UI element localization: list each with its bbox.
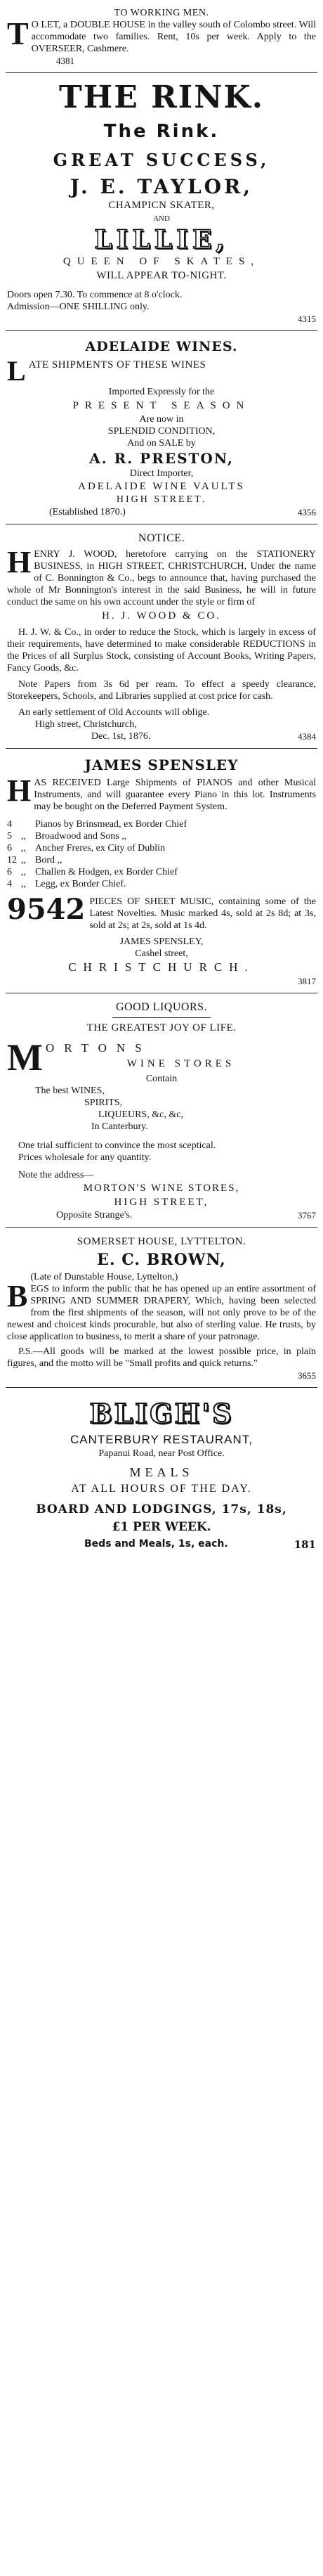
ad-paragraph: P.S.—All goods will be marked at the lowest possible price, in plain figures, and the motto will be "Small profits and quick returns." — [7, 1346, 316, 1369]
imported-line: Imported Expressly for the — [108, 387, 215, 397]
drop-cap: L — [7, 355, 26, 387]
sheet-music-count: 9542 — [7, 893, 86, 926]
present-season: PRESENT SEASON — [72, 400, 251, 411]
ditto: ,, — [21, 843, 26, 854]
address-line: Opposite Strange's. — [56, 1210, 133, 1221]
established-row — [7, 506, 316, 518]
ad-mortons-wine-stores — [6, 996, 317, 1224]
all-hours: AT ALL HOURS OF THE DAY. — [71, 1483, 252, 1495]
divider — [6, 1227, 317, 1228]
quantity: 5 — [7, 831, 12, 842]
ad-text: PIECES OF SHEET MUSIC, containing some of the Latest Novelties. Music marked 4s, sold at 2s 8d; at 3s, sold at 2s; at 2s, sold at 1s 4d. — [89, 896, 316, 931]
list-item — [7, 878, 316, 890]
list-item — [7, 866, 316, 878]
ad-number: 4356 — [298, 507, 316, 517]
ad-text: AS RECEIVED Large Shipments of PIANOS and other Musical Instruments, and will guarantee every Piano in this lot. Instruments may be bought on the Deferred Payment System. — [34, 778, 316, 812]
ditto: ,, — [21, 855, 26, 865]
description: Bord ,, — [35, 855, 62, 865]
ad-subtitle: The Rink. — [103, 121, 220, 142]
drop-cap: H — [7, 545, 32, 579]
merchant-name: A. R. PRESTON, — [89, 450, 234, 467]
description: Legg, ex Border Chief. — [35, 879, 126, 889]
ad-heading: TO WORKING MEN. — [114, 8, 209, 18]
list-item — [7, 854, 316, 866]
quantity: 4 — [7, 819, 12, 830]
beds-and-meals: Beds and Meals, 1s, each. — [84, 1538, 228, 1550]
ad-lead-text: ATE SHIPMENTS OF THESE WINES — [28, 359, 206, 371]
ad-lead — [7, 355, 316, 387]
ditto — [21, 818, 35, 830]
list-item — [7, 842, 316, 854]
ad-paragraph — [7, 1271, 316, 1343]
description: Pianos by Brinsmead, ex Border Chief — [35, 819, 187, 830]
ad-number: 3817 — [298, 976, 316, 986]
quantity: 12 — [7, 855, 17, 865]
on-sale-by: And on SALE by — [127, 438, 196, 449]
queen-of-skates: QUEEN OF SKATES, — [62, 256, 261, 267]
firm-name: H. J. WOOD & CO. — [102, 610, 221, 622]
established: (Established 1870.) — [49, 507, 126, 517]
address-line: HIGH STREET, — [114, 1197, 209, 1208]
opposite-row — [7, 1209, 316, 1221]
ad-paragraph — [7, 545, 316, 608]
ad-number: 4315 — [298, 314, 316, 324]
ad-number: 3655 — [298, 1370, 316, 1381]
ad-the-rink — [6, 76, 317, 328]
prices-text: Prices wholesale for any quantity. — [18, 1152, 152, 1163]
drop-cap: T — [7, 15, 29, 51]
date: Dec. 1st, 1876. — [91, 731, 151, 742]
ad-text: EGS to inform the public that he has opened up an entire assortment of SPRING AND SUMMER DRAPERY, Which, having been selected from the first shipments of the season, will not only prove to be of the newest and choicest kinds procurable, but also of sterling value. He trusts, by close application to business, to merit a share of your patronage. — [7, 1284, 316, 1342]
ad-subtitle: THE GREATEST JOY OF LIFE. — [86, 1022, 237, 1033]
wine-vaults: ADELAIDE WINE VAULTS — [78, 481, 245, 492]
ad-title: ADELAIDE WINES. — [85, 339, 238, 354]
liqueurs: LIQUEURS, &c, &c, — [98, 1109, 183, 1120]
and-label: AND — [153, 214, 170, 223]
are-now-in: Are now in — [139, 414, 184, 425]
ad-title: NOTICE. — [138, 532, 185, 544]
address-line: MORTON'S WINE STORES, — [83, 1183, 240, 1194]
direct-importer: Direct Importer, — [129, 468, 194, 479]
wines: The best WINES, — [35, 1086, 105, 1096]
description: Ancher Freres, ex City of Dublin — [35, 843, 166, 854]
ad-number: 4384 — [298, 731, 316, 742]
restaurant-name: CANTERBURY RESTAURANT, — [70, 1433, 253, 1446]
drop-cap: H — [7, 773, 32, 808]
spirits: SPIRITS, — [84, 1097, 123, 1108]
splendid-condition: SPLENDID CONDITION, — [107, 426, 216, 437]
lillie-name: LILLIE, — [94, 225, 229, 255]
ad-paragraph: H. J. W. & Co., in order to reduce the Stock, which is largely in excess of their requirements, have determined to make considerable REDUCTIONS in the Prices of all Surplus Stock, consisting of Account Books, Writing Papers, Fancy Goods, &c. — [7, 627, 316, 674]
ad-james-spensley — [6, 752, 317, 990]
city: CHRISTCHURCH. — [68, 960, 255, 974]
description: Challen & Hodgen, ex Border Chief — [35, 867, 178, 877]
performer-role: CHAMPICN SKATER, — [108, 200, 215, 211]
quantity: 6 — [7, 843, 12, 854]
ad-title: SOMERSET HOUSE, LYTTELTON. — [77, 1236, 246, 1247]
ad-number: 181 — [294, 1538, 316, 1551]
divider — [6, 1387, 317, 1388]
ad-paragraph: Note Papers from 3s 6d per ream. To effect a speedy clearance, Storekeepers, Schools, and Libraries supplied at cost price for cash. — [7, 679, 316, 702]
late-of: (Late of Dunstable House, Lyttelton,) — [30, 1272, 178, 1282]
ad-number: 4381 — [56, 56, 74, 66]
trial-text: One trial sufficient to convince the most sceptical. — [18, 1140, 216, 1151]
performer-name: J. E. TAYLOR, — [70, 175, 253, 198]
canterbury: In Canterbury. — [91, 1121, 148, 1132]
piano-list — [7, 818, 316, 890]
mortons-heading — [7, 1036, 316, 1078]
wine-stores: WINE STORES — [126, 1058, 235, 1069]
ad-somerset-house — [6, 1230, 317, 1384]
divider — [6, 330, 317, 331]
ditto: ,, — [21, 879, 26, 889]
per-week: £1 PER WEEK. — [112, 1520, 211, 1534]
ad-adelaide-wines — [6, 334, 317, 521]
description: Broadwood and Sons ,, — [35, 831, 127, 842]
street: Cashel street, — [135, 948, 188, 959]
list-item — [7, 818, 316, 830]
ad-text: O LET, a DOUBLE HOUSE in the valley south of Colombo street. Will accommodate two families. Rent, 10s per week. Apply to the OVERSEER, Cashmere. — [31, 20, 316, 54]
admission: Admission—ONE SHILLING only. — [7, 302, 150, 312]
contain: Contain — [145, 1074, 178, 1084]
doors-open: Doors open 7.30. To commence at 8 o'clock. — [7, 290, 183, 300]
note-address: Note the address— — [18, 1170, 94, 1180]
list-item — [7, 830, 316, 842]
short-rule — [112, 1017, 211, 1018]
advertisement-column — [6, 0, 317, 1554]
ad-title: GOOD LIQUORS. — [115, 1001, 208, 1013]
address-line: High street, Christchurch, — [35, 719, 137, 730]
ad-paragraph: An early settlement of Old Accounts will oblige. — [18, 707, 210, 718]
blighs-logo: BLIGH'S — [89, 1398, 234, 1429]
ditto: ,, — [21, 831, 26, 842]
mortons: ORTONS — [45, 1041, 152, 1055]
ad-title: THE RINK. — [58, 79, 265, 115]
ad-text: ENRY J. WOOD, heretofore carrying on the STATIONERY BUSINESS, in HIGH STREET, CHRISTCHURCH, Under the name of C. Bonnington & Co., begs to announce that, having purchased the whole of Mr Bonnington's interest in the said Business, he will in future conduct the same on his own account under the style or firm of — [7, 549, 316, 607]
ad-title: JAMES SPENSLEY — [84, 756, 239, 773]
divider — [6, 748, 317, 749]
ditto: ,, — [21, 867, 26, 877]
drop-cap: B — [7, 1279, 28, 1313]
ad-to-working-men — [6, 3, 317, 70]
proprietor: JAMES SPENSLEY, — [119, 936, 204, 947]
drop-cap: M — [7, 1036, 43, 1078]
appear-tonight: WILL APPEAR TO-NIGHT. — [96, 270, 227, 281]
meals: MEALS — [129, 1465, 194, 1479]
sheet-music-offer — [7, 893, 316, 932]
ad-notice-wood — [6, 527, 317, 745]
high-street: HIGH STREET. — [116, 494, 207, 505]
quantity: 6 — [7, 867, 12, 877]
restaurant-address: Papanui Road, near Post Office. — [98, 1448, 225, 1459]
ad-blighs-restaurant — [6, 1391, 317, 1554]
ad-number: 3767 — [298, 1210, 316, 1221]
ad-paragraph — [7, 773, 316, 813]
beds-row — [7, 1538, 316, 1551]
quantity: 4 — [7, 879, 12, 889]
great-success: GREAT SUCCESS, — [53, 150, 270, 170]
proprietor: E. C. BROWN, — [97, 1251, 226, 1269]
date-row — [7, 730, 316, 742]
board-lodgings: BOARD AND LODGINGS, 17s, 18s, — [36, 1502, 287, 1516]
ad-body — [7, 15, 316, 55]
divider — [6, 72, 317, 73]
